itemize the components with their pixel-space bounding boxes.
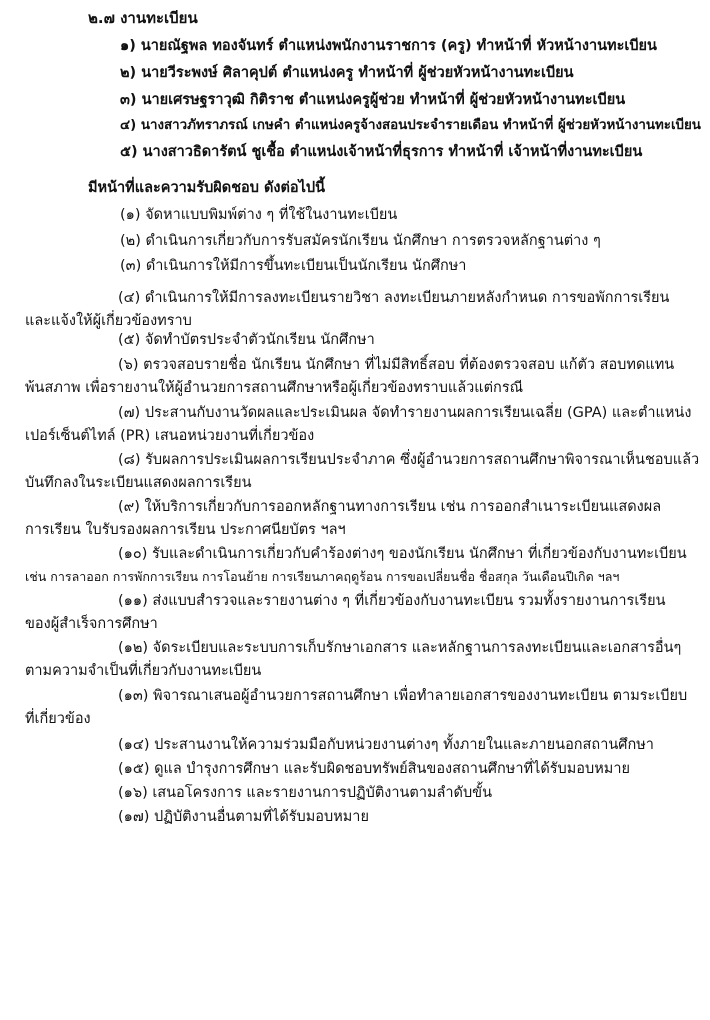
duty-line-12-cont: ตามความจำเป็นที่เกี่ยวกับงานทะเบียน <box>25 663 262 679</box>
duty-line-9-cont: การเรียน ใบรับรองผลการเรียน ประกาศนียบัตร ฯลฯ <box>25 522 346 538</box>
duty-line-4: (๔) ดำเนินการให้มีการลงทะเบียนรายวิชา ลงทะเบียนภายหลังกำหนด การขอพักการเรียน <box>118 290 670 306</box>
duty-line-2: (๒) ดำเนินการเกี่ยวกับการรับสมัครนักเรียน นักศึกษา การตรวจหลักฐานต่าง ๆ <box>120 233 601 249</box>
duties-intro: มีหน้าที่และความรับผิดชอบ ดังต่อไปนี้ <box>88 180 326 196</box>
duty-line-4-cont: และแจ้งให้ผู้เกี่ยวข้องทราบ <box>25 313 192 329</box>
duty-line-5: (๕) จัดทำบัตรประจำตัวนักเรียน นักศึกษา <box>118 332 375 348</box>
duty-line-12: (๑๒) จัดระเบียบและระบบการเก็บรักษาเอกสาร และหลักฐานการลงทะเบียนและเอกสารอื่นๆ <box>118 640 682 656</box>
duty-line-6-cont: พ้นสภาพ เพื่อรายงานให้ผู้อำนวยการสถานศึกษาหรือผู้เกี่ยวข้องทราบแล้วแต่กรณี <box>25 380 524 396</box>
staff-line-5: ๕) นางสาวธิดารัตน์ ชูเชื้อ ตำแหน่งเจ้าหน้าที่ธุรการ ทำหน้าที่ เจ้าหน้าที่งานทะเบียน <box>120 144 643 160</box>
duty-line-8: (๘) รับผลการประเมินผลการเรียนประจำภาค ซึ่งผู้อำนวยการสถานศึกษาพิจารณาเห็นชอบแล้ว <box>118 452 700 468</box>
duty-line-8-cont: บันทึกลงในระเบียนแสดงผลการเรียน <box>25 475 252 491</box>
duty-line-15: (๑๕) ดูแล บำรุงการศึกษา และรับผิดชอบทรัพย์สินของสถานศึกษาที่ได้รับมอบหมาย <box>118 761 630 777</box>
duty-line-7: (๗) ประสานกับงานวัดผลและประเมินผล จัดทำรายงานผลการเรียนเฉลี่ย (GPA) และตำแหน่ง <box>118 405 692 421</box>
duty-line-11: (๑๑) ส่งแบบสำรวจและรายงานต่าง ๆ ที่เกี่ยวข้องกับงานทะเบียน รวมทั้งรายงานการเรียน <box>118 593 666 609</box>
duty-line-10: (๑๐) รับและดำเนินการเกี่ยวกับคำร้องต่างๆ ของนักเรียน นักศึกษา ที่เกี่ยวข้องกับงานทะเบียน <box>118 546 687 562</box>
staff-line-3: ๓) นายเศรษฐราวุฒิ กิติราช ตำแหน่งครูผู้ช่วย ทำหน้าที่ ผู้ช่วยหัวหน้างานทะเบียน <box>120 92 626 108</box>
duty-line-13-cont: ที่เกี่ยวข้อง <box>25 711 91 727</box>
staff-line-4: ๔) นางสาวภัทราภรณ์ เกษคำ ตำแหน่งครูจ้างสอนประจำรายเดือน ทำหน้าที่ ผู้ช่วยหัวหน้างานทะเบียน <box>120 118 701 133</box>
duty-line-17: (๑๗) ปฏิบัติงานอื่นตามที่ได้รับมอบหมาย <box>118 809 369 825</box>
duty-line-14: (๑๔) ประสานงานให้ความร่วมมือกับหน่วยงานต่างๆ ทั้งภายในและภายนอกสถานศึกษา <box>118 737 654 753</box>
duty-line-13: (๑๓) พิจารณาเสนอผู้อำนวยการสถานศึกษา เพื่อทำลายเอกสารของงานทะเบียน ตามระเบียบ <box>118 688 688 704</box>
duty-line-3: (๓) ดำเนินการให้มีการขึ้นทะเบียนเป็นนักเรียน นักศึกษา <box>120 258 467 274</box>
staff-line-1: ๑) นายณัฐพล ทองจันทร์ ตำแหน่งพนักงานราชการ (ครู) ทำหน้าที่ หัวหน้างานทะเบียน <box>120 38 657 54</box>
duty-line-6: (๖) ตรวจสอบรายชื่อ นักเรียน นักศึกษา ที่ไม่มีสิทธิ์สอบ ที่ต้องตรวจสอบ แก้ตัว สอบทดแทน <box>118 357 675 373</box>
duty-line-7-cont: เปอร์เซ็นต์ไทล์ (PR) เสนอหน่วยงานที่เกี่ยวข้อง <box>25 428 315 444</box>
duty-line-1: (๑) จัดหาแบบพิมพ์ต่าง ๆ ที่ใช้ในงานทะเบียน <box>120 207 398 223</box>
duty-line-9: (๙) ให้บริการเกี่ยวกับการออกหลักฐานทางการเรียน เช่น การออกสำเนาระเบียนแสดงผล <box>118 499 662 515</box>
section-title: ๒.๗ งานทะเบียน <box>88 9 198 27</box>
duty-line-10-cont: เช่น การลาออก การพักการเรียน การโอนย้าย การเรียนภาคฤดูร้อน การขอเปลี่ยนชื่อ ชื่อสกุล วันเดือนปีเกิด ฯลฯ <box>25 569 620 584</box>
duty-line-16: (๑๖) เสนอโครงการ และรายงานการปฏิบัติงานตามลำดับขั้น <box>118 785 493 801</box>
duty-line-11-cont: ของผู้สำเร็จการศึกษา <box>25 616 158 632</box>
staff-line-2: ๒) นายวีระพงษ์ ศิลาคุปต์ ตำแหน่งครู ทำหน้าที่ ผู้ช่วยหัวหน้างานทะเบียน <box>120 65 574 81</box>
